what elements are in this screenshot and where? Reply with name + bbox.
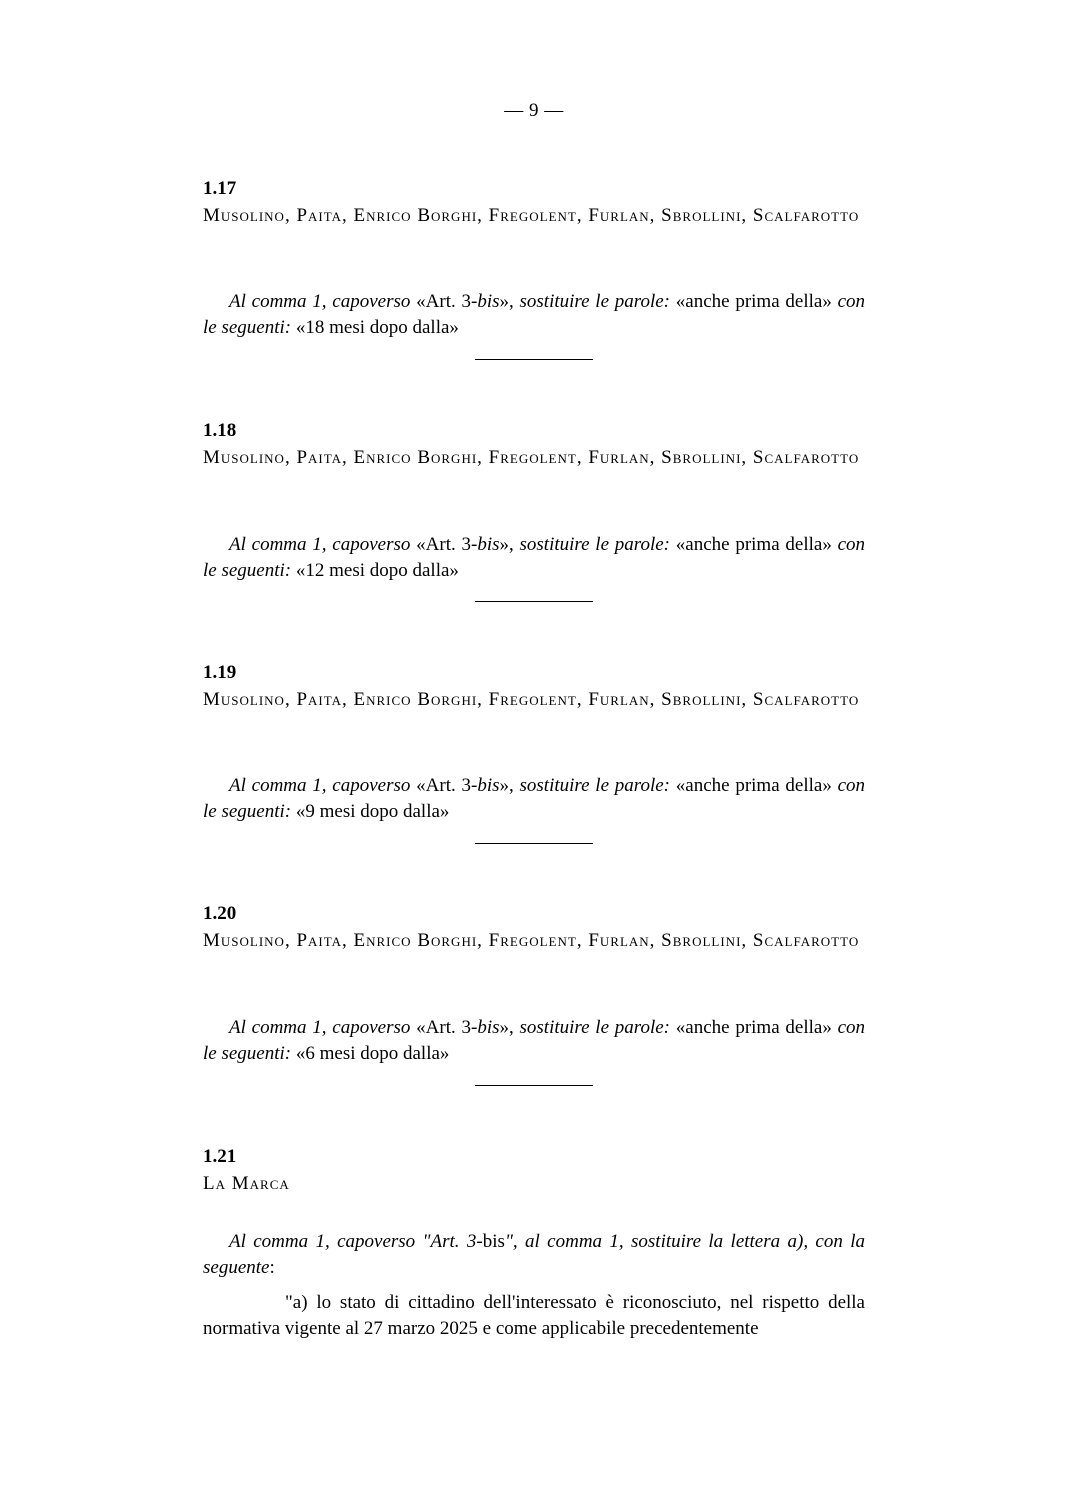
text-italic: Al comma 1, capoverso — [229, 1017, 417, 1038]
text-italic: bis — [477, 291, 500, 312]
text-italic: bis — [477, 775, 500, 796]
text-roman: «anche prima della» — [675, 291, 838, 312]
text-italic: bis — [477, 534, 500, 555]
text-italic: Al comma 1, capoverso — [229, 534, 417, 555]
quoted-replacement-text: "a) lo stato di cittadino dell'interessato è riconosciuto, nel rispetto della normativa vigente al 27 marzo 2025 e come applicabile precedentemente — [203, 1292, 865, 1339]
amendment-text — [203, 532, 865, 584]
separator-rule — [475, 601, 593, 602]
text-roman: », — [499, 775, 520, 796]
text-italic: 3- — [466, 1231, 483, 1252]
text-roman: «12 mesi dopo dalla» — [295, 560, 459, 581]
text-italic: ", al comma 1, sostituire la lettera a), con la seguente — [203, 1231, 866, 1278]
text-roman: «6 mesi dopo dalla» — [295, 1043, 450, 1064]
text-roman: «Art. 3- — [416, 291, 478, 312]
text-italic: bis — [477, 1017, 500, 1038]
amendment-authors: Musolino, Paita, Enrico Borghi, Fregolent, Furlan, Sbrollini, Scalfarotto — [203, 689, 860, 710]
amendment-text — [203, 1229, 865, 1281]
text-italic: con le seguenti: — [203, 291, 866, 338]
amendment-text-1-19 — [203, 773, 865, 825]
text-italic: sostituire le parole: — [519, 1017, 676, 1038]
text-italic: Al comma 1, capoverso — [229, 775, 417, 796]
amendment-text-1-20 — [203, 1015, 865, 1067]
text-roman: bis — [482, 1231, 505, 1252]
text-roman: «Art. 3- — [416, 1017, 478, 1038]
text-roman: : — [269, 1257, 275, 1278]
text-roman: », — [499, 291, 520, 312]
text-roman: «Art. 3- — [416, 775, 478, 796]
text-roman: «9 mesi dopo dalla» — [295, 801, 450, 822]
amendment-quote-1-21 — [203, 1290, 865, 1342]
amendment-text-1-17 — [203, 289, 865, 341]
page-number: — 9 — — [504, 100, 564, 121]
amendment-text — [203, 773, 865, 825]
text-roman: », — [499, 1017, 520, 1038]
amendment-authors: Musolino, Paita, Enrico Borghi, Fregolent, Furlan, Sbrollini, Scalfarotto — [203, 205, 860, 226]
amendment-number: 1.17 — [203, 178, 237, 199]
amendment-text — [203, 289, 865, 341]
amendment-authors: Musolino, Paita, Enrico Borghi, Fregolent, Furlan, Sbrollini, Scalfarotto — [203, 447, 860, 468]
amendment-number: 1.20 — [203, 903, 237, 924]
text-italic: Al comma 1, capoverso — [229, 291, 417, 312]
amendment-1-17 — [203, 176, 865, 229]
text-roman: », — [499, 534, 520, 555]
text-italic: sostituire le parole: — [519, 775, 676, 796]
amendment-number: 1.18 — [203, 420, 237, 441]
amendment-1-21 — [203, 1144, 865, 1197]
amendment-authors: La Marca — [203, 1173, 290, 1194]
separator-rule — [475, 843, 593, 844]
text-roman: «anche prima della» — [675, 775, 838, 796]
text-italic: con le seguenti: — [203, 775, 866, 822]
amendment-number: 1.19 — [203, 662, 237, 683]
amendment-text-1-18 — [203, 532, 865, 584]
text-italic: con le seguenti: — [203, 534, 866, 581]
text-roman: «Art. 3- — [416, 534, 478, 555]
amendment-text — [203, 1015, 865, 1067]
text-roman: «18 mesi dopo dalla» — [295, 317, 459, 338]
amendment-text-1-21 — [203, 1229, 865, 1281]
text-italic: sostituire le parole: — [519, 291, 676, 312]
text-italic: sostituire le parole: — [519, 534, 676, 555]
amendment-1-19 — [203, 660, 865, 713]
text-italic: con le seguenti: — [203, 1017, 866, 1064]
separator-rule — [475, 359, 593, 360]
amendment-number: 1.21 — [203, 1146, 237, 1167]
text-roman: «anche prima della» — [675, 1017, 838, 1038]
amendment-1-20 — [203, 901, 865, 954]
text-roman: «anche prima della» — [675, 534, 838, 555]
text-italic: Al comma 1, capoverso "Art. — [229, 1231, 467, 1252]
amendment-1-18 — [203, 418, 865, 471]
separator-rule — [475, 1085, 593, 1086]
amendment-authors: Musolino, Paita, Enrico Borghi, Fregolent, Furlan, Sbrollini, Scalfarotto — [203, 930, 860, 951]
